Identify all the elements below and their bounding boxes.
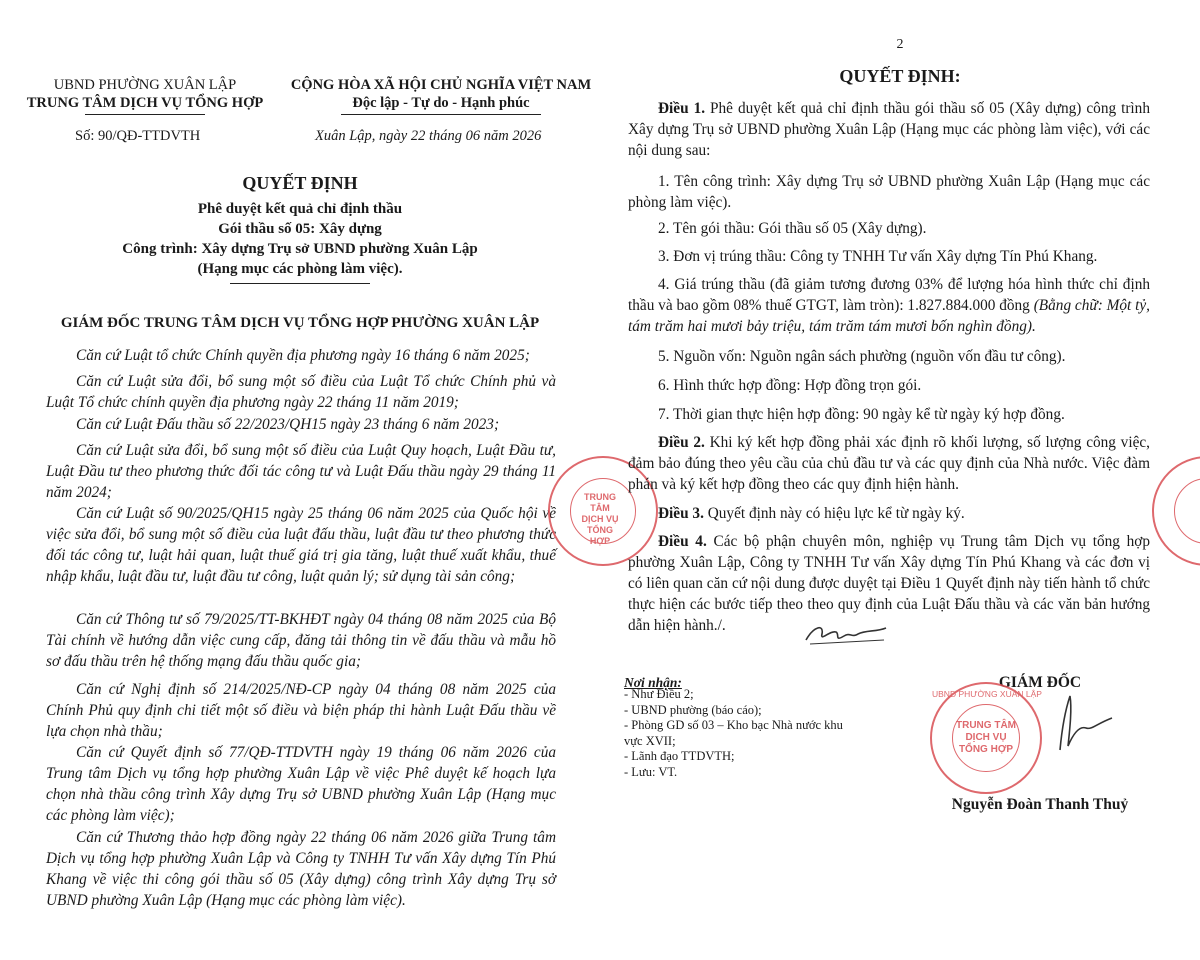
recipients-list — [624, 687, 843, 780]
price-in-words: (Bằng chữ: Một tỷ, tám trăm hai mươi bảy triệu, tám trăm tám mươi bốn nghìn đồng). — [628, 297, 1151, 335]
motto-rule — [341, 114, 541, 115]
legal-basis: Căn cứ Luật Đấu thầu số 22/2023/QH15 ngày 23 tháng 6 năm 2023; — [76, 416, 500, 433]
signer-name: Nguyễn Đoàn Thanh Thuỷ — [951, 796, 1129, 813]
content-item: 2. Tên gói thầu: Gói thầu số 05 (Xây dựng). — [658, 220, 927, 237]
seal-center-text — [956, 720, 1016, 756]
article-label: Điều 1. — [658, 100, 706, 117]
recipient: - Lãnh đạo TTDVTH; — [624, 749, 735, 763]
article-1 — [628, 98, 1150, 161]
content-item: 1. Tên công trình: Xây dựng Trụ sở UBND phường Xuân Lập (Hạng mục các phòng làm việc). — [628, 173, 1150, 211]
seal-line: TỔNG HỢP — [587, 525, 613, 546]
recipient: - Phòng GD số 03 – Kho bạc Nhà nước khu — [624, 718, 843, 732]
seal-inner-ring — [1174, 478, 1200, 544]
document-subject — [20, 199, 580, 284]
subject-line: Gói thầu số 05: Xây dựng — [218, 221, 382, 237]
national-motto: Độc lập - Tự do - Hạnh phúc — [352, 95, 530, 111]
content-item-price — [628, 274, 1150, 337]
seal-line: DỊCH VỤ — [965, 732, 1007, 743]
signer-title: GIÁM ĐỐC — [998, 674, 1082, 691]
content-item: 3. Đơn vị trúng thầu: Công ty TNHH Tư vấn Xây dựng Tín Phú Khang. — [658, 248, 1098, 265]
signature — [1040, 688, 1120, 758]
article-label: Điều 3. — [658, 505, 704, 522]
article-text: Các bộ phận chuyên môn, nghiệp vụ Trung tâm Dịch vụ tổng hợp phường Xuân Lập, Công ty TNHH Tư vấn Xây dựng Tín Phú Khang và các đơn vị có liên quan căn cứ nội dung được duyệt tại Điều 1 Quyết định này tiến hành tổ chức thực hiện các bước tiếp theo theo quy định của Luật Đấu thầu và các văn bản hướng dẫn hiện hành./. — [628, 533, 1150, 634]
price-text: 4. Giá trúng thầu (đã giảm tương đương 03% để lượng hóa hình thức chỉ định thầu và bao gồm 08% thuế GTGT, làm tròn): 1.827.884.000 đồng — [628, 276, 1150, 314]
agency-rule — [85, 114, 205, 115]
legal-basis: Căn cứ Luật sửa đổi, bổ sung một số điều của Luật Tổ chức Chính phủ và Luật Tổ chức chính quyền địa phương ngày 22 tháng 11 năm 2019; — [46, 373, 556, 411]
article-label: Điều 4. — [658, 533, 707, 550]
legal-basis: Căn cứ Luật số 90/2025/QH15 ngày 25 tháng 06 năm 2025 của Quốc hội về việc sửa đổi, bổ sung một số điều của luật đấu thầu, luật đầu tư theo phương thức đối tác công tư, luật hải quan, luật thuế giá trị gia tăng, luật thuế xuất khẩu, thuế nhập khẩu, luật đầu tư, luật đầu tư công, luật quản lý; sử dụng tài sản công; — [46, 505, 556, 585]
article-3 — [628, 503, 1150, 524]
article-text: Phê duyệt kết quả chỉ định thầu gói thầu số 05 (Xây dựng) công trình Xây dựng Trụ sở UBND phường Xuân Lập (Hạng mục các phòng làm việc), với các nội dung sau: — [628, 100, 1150, 159]
content-item: 7. Thời gian thực hiện hợp đồng: 90 ngày kể từ ngày ký hợp đồng. — [658, 406, 1065, 423]
recipients-title: Nơi nhận: — [624, 675, 682, 690]
agency-name: TRUNG TÂM DỊCH VỤ TỔNG HỢP — [26, 95, 264, 111]
document-title: QUYẾT ĐỊNH — [242, 173, 358, 193]
seal-line: TRUNG TÂM — [584, 492, 616, 513]
agency-parent: UBND PHƯỜNG XUÂN LẬP — [53, 77, 237, 93]
national-heading — [282, 76, 600, 115]
legal-basis: Căn cứ Thương thảo hợp đồng ngày 22 tháng 06 năm 2026 giữa Trung tâm Dịch vụ tổng hợp phường Xuân Lập và Công ty TNHH Tư vấn Xây dựng Tín Phú Khang về việc thi công gói thầu số 05 (Xây dựng) công trình Xây dựng Trụ sở UBND phường Xuân Lập (Hạng mục các phòng làm việc). — [46, 829, 556, 909]
article-text: Khi ký kết hợp đồng phải xác định rõ khối lượng, số lượng công việc, đảm bảo đúng theo yêu cầu của chủ đầu tư và các quy định của Nhà nước. Việc đàm phán và ký kết hợp đồng theo các quy định hiện hành. — [628, 434, 1150, 493]
recipient: - Lưu: VT. — [624, 764, 678, 779]
legal-basis: Căn cứ Quyết định số 77/QĐ-TTDVTH ngày 19 tháng 06 năm 2026 của Trung tâm Dịch vụ tổng hợp phường Xuân Lập về việc Phê duyệt kế hoạch lựa chọn nhà thầu công trình Xây dựng Trụ sở UBND phường Xuân Lập (Hạng mục các phòng làm việc); — [46, 744, 556, 824]
place-date: Xuân Lập, ngày 22 tháng 06 năm 2026 — [315, 128, 542, 144]
recipient: - Như Điều 2; — [624, 687, 694, 701]
subject-rule — [230, 283, 370, 284]
seal-rim-text: UBND PHƯỜNG XUÂN LẬP — [932, 689, 1042, 699]
legal-basis: Căn cứ Luật tổ chức Chính quyền địa phương ngày 16 tháng 6 năm 2025; — [76, 347, 530, 364]
official-seal — [930, 682, 1042, 794]
legal-basis: Căn cứ Luật sửa đổi, bổ sung một số điều của Luật Quy hoạch, Luật Đầu tư, Luật Đầu tư theo phương thức đối tác công tư và Luật Đấu thầu ngày 29 tháng 11 năm 2024; — [46, 442, 556, 501]
nation-name: CỘNG HÒA XÃ HỘI CHỦ NGHĨA VIỆT NAM — [290, 77, 592, 93]
legal-basis: Căn cứ Thông tư số 79/2025/TT-BKHĐT ngày 04 tháng 08 năm 2025 của Bộ Tài chính về hướng dẫn việc cung cấp, đăng tải thông tin về đấu thầu và mẫu hồ sơ đấu thầu trên hệ thống mạng đấu thầu quốc gia; — [46, 611, 556, 670]
article-2 — [628, 432, 1150, 495]
subject-line: (Hạng mục các phòng làm việc). — [197, 261, 403, 277]
agency-block — [10, 76, 280, 115]
legal-basis: Căn cứ Nghị định số 214/2025/NĐ-CP ngày 04 tháng 08 năm 2025 của Chính Phủ quy định chi tiết một số điều và biện pháp thi hành Luật Đấu thầu về lựa chọn nhà thầu; — [46, 681, 556, 740]
decision-heading: QUYẾT ĐỊNH: — [839, 66, 961, 86]
article-label: Điều 2. — [658, 434, 705, 451]
right-page — [600, 0, 1200, 960]
content-item: 5. Nguồn vốn: Nguồn ngân sách phường (nguồn vốn đầu tư công). — [658, 348, 1066, 365]
seal-line: TỔNG HỢP — [958, 744, 1014, 755]
seal-line: TRUNG TÂM — [956, 720, 1016, 731]
doc-number: Số: 90/QĐ-TTDVTH — [75, 128, 201, 144]
article-text: Quyết định này có hiệu lực kể từ ngày ký. — [707, 505, 965, 522]
seal-line: DỊCH VỤ — [581, 514, 619, 524]
subject-line: Phê duyệt kết quả chỉ định thầu — [197, 201, 403, 217]
recipient: - UBND phường (báo cáo); — [624, 702, 762, 717]
issuing-authority: GIÁM ĐỐC TRUNG TÂM DỊCH VỤ TỔNG HỢP PHƯỜNG XUÂN LẬP — [60, 315, 540, 331]
initials-mark — [800, 616, 890, 650]
recipient: vực XVII; — [624, 733, 676, 748]
page-number: 2 — [896, 37, 904, 52]
partial-seal-right — [1152, 456, 1200, 566]
subject-line: Công trình: Xây dựng Trụ sở UBND phường Xuân Lập — [122, 241, 478, 257]
content-item: 6. Hình thức hợp đồng: Hợp đồng trọn gói. — [658, 377, 922, 394]
